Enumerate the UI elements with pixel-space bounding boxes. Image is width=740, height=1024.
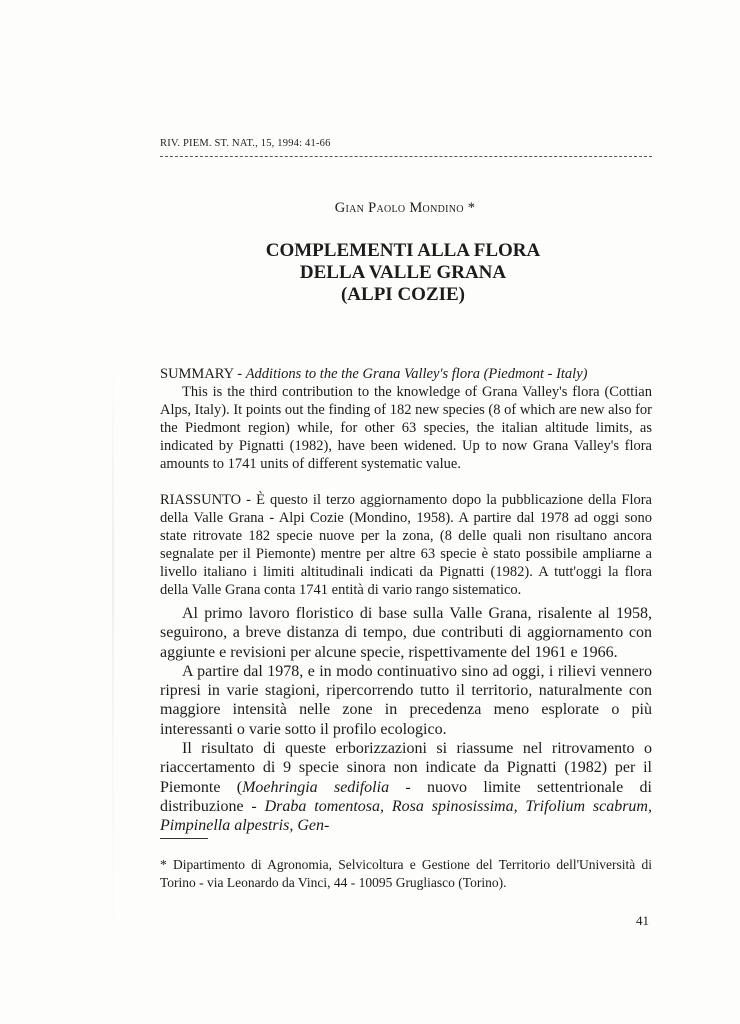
- scan-edge-shadow: [112, 360, 114, 980]
- page-number: 41: [636, 913, 649, 928]
- species-moehringia: Moehringia sedifolia: [242, 778, 390, 796]
- footnote-rule: [160, 838, 208, 839]
- footnote: * Dipartimento di Agronomia, Selvicoltura e Gestione del Territorio dell'Università di Torino - via Leonardo da Vinci, 44 - 10095 Grugliasco (Torino).: [160, 857, 652, 890]
- riassunto-section: [160, 491, 652, 599]
- summary-label: SUMMARY -: [160, 366, 246, 382]
- summary-heading: [160, 365, 652, 383]
- body-paragraph-3-start: Il risultato di queste erborizzazioni si riassume nel ritrovamento o riaccertamento di 9 specie sinora non indicate da Pignatti (1982) per il Piemonte (: [160, 740, 652, 796]
- summary-text: This is the third contribution to the knowledge of Grana Valley's flora (Cottian Alps, Italy). It points out the finding of 182 new species (8 of which are new also for the Piedmont region) while, for other 63 species, the italian altitude limits, as indicated by Pignatti (1982), have been widened. Up to now Grana Valley's flora amounts to 1741 units of different systematic value.: [160, 384, 652, 472]
- riassunto-text: RIASSUNTO - È questo il terzo aggiornamento dopo la pubblicazione della Flora della Valle Grana - Alpi Cozie (Mondino, 1958). A partire dal 1978 ad oggi sono state ritrovate 182 specie nuove per la zona, (8 delle quali non risultano ancora segnalate per il Piemonte) mentre per altre 63 specie è stato possibile ampliarne a livello italiano i limiti altitudinali indicati da Pignatti (1982). A tutt'oggi la flora della Valle Grana conta 1741 entità di vario rango sistematico.: [160, 492, 652, 598]
- body-paragraph-3-mid: - nuovo limite settentrionale di distribuzione -: [160, 778, 652, 815]
- summary-italic-title: Additions to the the Grana Valley's flora (Piedmont - Italy): [245, 366, 588, 382]
- body-text: [160, 604, 652, 836]
- body-paragraph-2: A partire dal 1978, e in modo continuativo sino ad oggi, i rilievi vennero ripresi in varie stagioni, ripercorrendo tutto il territorio, naturalmente con maggiore intensità nelle zone in precedenza meno esplorate o più interessanti o varie sotto il profilo ecologico.: [160, 662, 652, 738]
- body-paragraph-3: [160, 739, 652, 835]
- species-list: Draba tomentosa, Rosa spinosissima, Trifolium scabrum, Pimpinella alpestris, Gen-: [160, 797, 652, 835]
- author-name: Gian Paolo Mondino *: [334, 200, 476, 216]
- article-title: [0, 240, 740, 306]
- header-rule: [160, 156, 652, 157]
- summary-section: [160, 365, 652, 473]
- title-line-1: COMPLEMENTI ALLA FLORA: [265, 240, 541, 261]
- title-line-2: DELLA VALLE GRANA: [299, 262, 507, 283]
- title-line-3: (ALPI COZIE): [340, 284, 466, 305]
- journal-header: RIV. PIEM. ST. NAT., 15, 1994: 41-66: [160, 138, 331, 149]
- body-paragraph-1: Al primo lavoro floristico di base sulla Valle Grana, risalente al 1958, seguirono, a breve distanza di tempo, due contributi di aggiornamento con aggiunte e revisioni per alcune specie, rispettivamente del 1961 e 1966.: [160, 605, 652, 661]
